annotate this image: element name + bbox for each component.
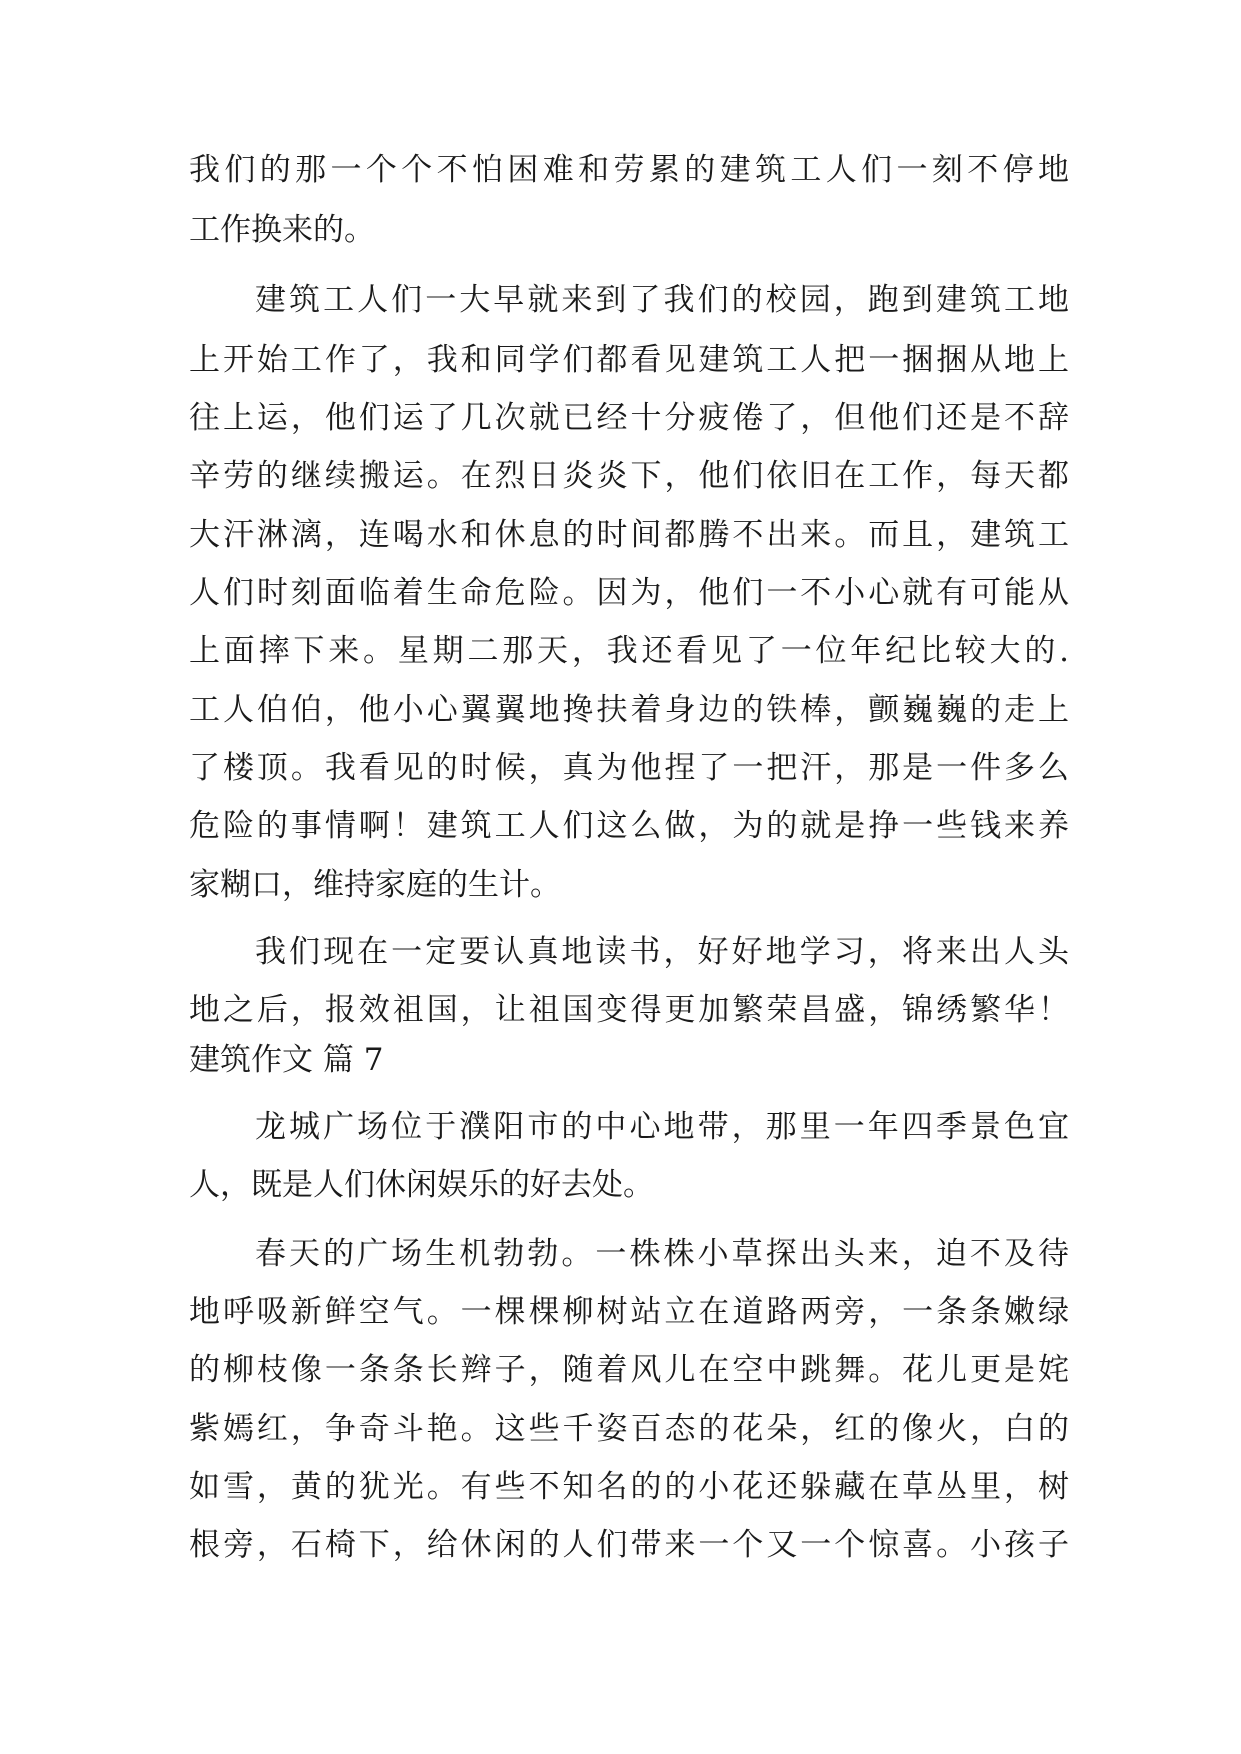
text-line: 根旁，石椅下，给休闲的人们带来一个又一个惊喜。小孩子: [189, 1527, 1069, 1563]
text-line: 人们时刻面临着生命危险。因为，他们一不小心就有可能从: [189, 575, 1069, 611]
text-line: 的柳枝像一条条长辫子，随着风儿在空中跳舞。花儿更是姹: [189, 1352, 1069, 1388]
paragraph-first-line: 龙城广场位于濮阳市的中心地带，那里一年四季景色宜: [255, 1109, 1069, 1145]
text-line: 地呼吸新鲜空气。一棵棵柳树站立在道路两旁，一条条嫩绿: [189, 1294, 1069, 1330]
text-line: 家糊口，维持家庭的生计。: [189, 867, 561, 903]
text-line: 如雪，黄的犹光。有些不知名的的小花还躲藏在草丛里，树: [189, 1469, 1069, 1505]
paragraph-first-line: 我们现在一定要认真地读书，好好地学习，将来出人头: [255, 934, 1069, 970]
text-line: 了楼顶。我看见的时候，真为他捏了一把汗，那是一件多么: [189, 750, 1069, 786]
text-line: 人，既是人们休闲娱乐的好去处。: [189, 1167, 654, 1203]
paragraph-first-line: 建筑工人们一大早就来到了我们的校园，跑到建筑工地: [255, 282, 1069, 318]
text-line: 上面摔下来。星期二那天，我还看见了一位年纪比较大的.: [189, 633, 1069, 669]
text-line: 地之后，报效祖国，让祖国变得更加繁荣昌盛，锦绣繁华！: [189, 992, 1069, 1028]
text-line: 我们的那一个个不怕困难和劳累的建筑工人们一刻不停地: [189, 152, 1069, 188]
text-line: 上开始工作了，我和同学们都看见建筑工人把一捆捆从地上: [189, 342, 1069, 378]
text-line: 紫嫣红，争奇斗艳。这些千姿百态的花朵，红的像火，白的: [189, 1411, 1069, 1447]
text-line: 工人伯伯，他小心翼翼地搀扶着身边的铁棒，颤巍巍的走上: [189, 692, 1069, 728]
text-line: 往上运，他们运了几次就已经十分疲倦了，但他们还是不辞: [189, 400, 1069, 436]
text-line: 辛劳的继续搬运。在烈日炎炎下，他们依旧在工作，每天都: [189, 458, 1069, 494]
paragraph-first-line: 春天的广场生机勃勃。一株株小草探出头来，迫不及待: [255, 1236, 1069, 1272]
text-line: 危险的事情啊！建筑工人们这么做，为的就是挣一些钱来养: [189, 808, 1069, 844]
text-line: 大汗淋漓，连喝水和休息的时间都腾不出来。而且，建筑工: [189, 517, 1069, 553]
section-heading: 建筑作文 篇 7: [189, 1042, 384, 1078]
text-line: 工作换来的。: [189, 212, 375, 248]
